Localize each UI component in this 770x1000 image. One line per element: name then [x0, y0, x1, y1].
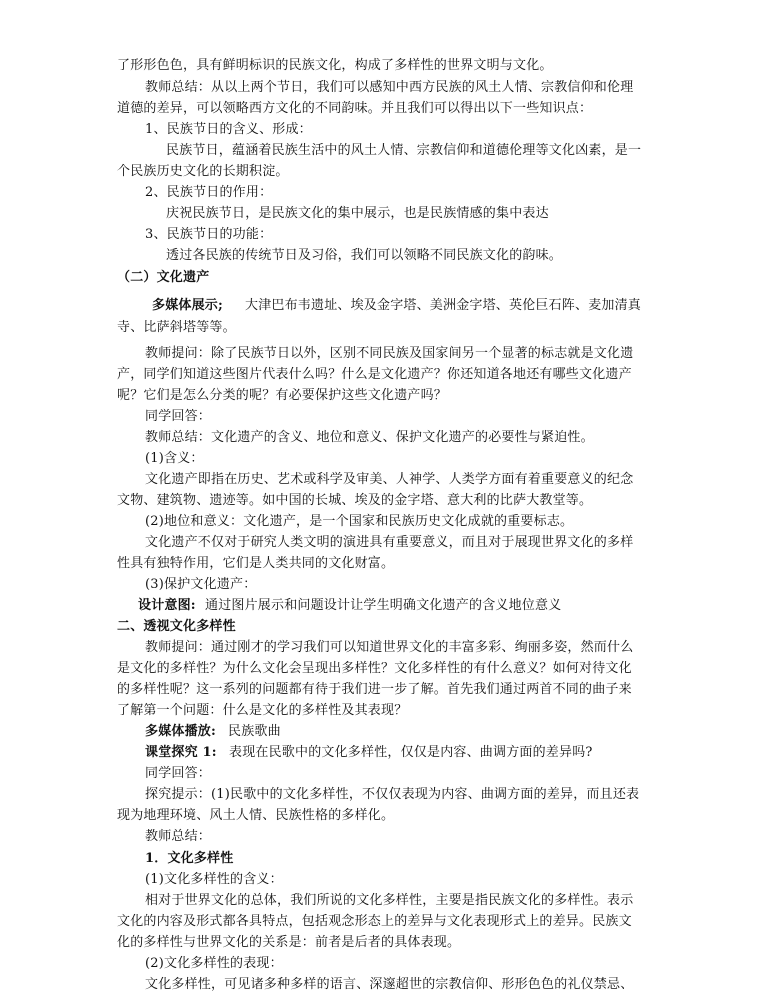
text-line: 表现在民歌中的文化多样性，仅仅是内容、曲调方面的差异吗?: [229, 745, 593, 760]
subsection-heading: 1．文化多样性: [145, 851, 234, 866]
text-line: 1、民族节日的含义、形成：: [145, 122, 312, 137]
section-heading: （二）文化遗产: [117, 270, 210, 285]
text-line: 性具有独特作用，它们是人类共同的文化财富。: [117, 556, 395, 571]
text-line: 是文化的多样性？为什么文化会呈现出多样性？文化多样性的有什么意义？如何对待文化: [117, 661, 632, 676]
label-bold: 多媒体播放:: [145, 724, 216, 739]
text-line: 文化遗产即指在历史、艺术或科学及审美、人神学、人类学方面有着重要意义的纪念: [145, 472, 634, 487]
text-line: 文化的内容及形式都各具特点，包括观念形态上的差异与文化表现形式上的差异。民族文: [117, 914, 632, 929]
text-line: 文物、建筑物、遗迹等。如中国的长城、埃及的金字塔、意大利的比萨大教堂等。: [117, 493, 593, 508]
text-line: 文化多样性，可见诸多种多样的语言、深邃超世的宗教信仰、形形色色的礼仪禁忌、: [145, 977, 634, 992]
text-line: 教师提问：除了民族节日以外，区别不同民族及国家间另一个显著的标志就是文化遗: [145, 346, 634, 361]
text-line: 同学回答：: [145, 409, 212, 424]
label-bold: 多媒体展示;: [152, 298, 223, 313]
text-line: 教师提问：通过刚才的学习我们可以知道世界文化的丰富多彩、绚丽多姿，然而什么: [145, 640, 634, 655]
section-heading: 二、透视文化多样性: [117, 619, 236, 634]
text-line: 民族歌曲: [228, 724, 281, 739]
text-line: (1)含义：: [145, 451, 204, 466]
text-line: 教师总结：: [145, 829, 212, 844]
text-line: 通过图片展示和问题设计让学生明确文化遗产的含义地位意义: [205, 598, 562, 613]
text-line: 同学回答：: [145, 766, 212, 781]
text-line: (2)地位和意义：文化遗产，是一个国家和民族历史文化成就的重要标志。: [145, 514, 574, 529]
text-line: 教师总结：从以上两个节日，我们可以感知中西方民族的风土人情、宗教信仰和伦理: [145, 80, 634, 95]
text-line: (3)保护文化遗产：: [145, 577, 257, 592]
label-bold: 设计意图:: [138, 598, 196, 613]
text-line: 产，同学们知道这些图片代表什么吗？什么是文化遗产？你还知道各地还有哪些文化遗产: [117, 367, 632, 382]
text-line: 寺、比萨斜塔等等。: [117, 320, 236, 335]
text-line: 大津巴布韦遗址、埃及金字塔、美洲金字塔、英伦巨石阵、麦加清真: [245, 298, 642, 313]
text-line: 教师总结：文化遗产的含义、地位和意义、保护文化遗产的必要性与紧迫性。: [145, 430, 594, 445]
text-line: 民族节日，蕴涵着民族生活中的风土人情、宗教信仰和道德伦理等文化凶素，是一: [166, 143, 642, 158]
text-line: 2、民族节日的作用：: [145, 185, 273, 200]
text-line: 透过各民族的传统节日及习俗，我们可以领略不同民族文化的韵味。: [166, 248, 563, 263]
text-line: 化的多样性与世界文化的关系是：前者是后者的具体表现。: [117, 935, 461, 950]
text-line: 现为地理环境、风土人情、民族性格的多样化。: [117, 808, 395, 823]
text-line: 文化遗产不仅对于研究人类文明的演进具有重要意义，而且对于展现世界文化的多样: [145, 535, 634, 550]
text-line: 了解第一个问题：什么是文化的多样性及其表现？: [117, 703, 408, 718]
text-line: 个民族历史文化的长期积淀。: [117, 164, 289, 179]
text-line: 3、民族节日的功能：: [145, 227, 273, 242]
text-line: 呢？它们是怎么分类的呢？有必要保护这些文化遗产吗？: [117, 388, 448, 403]
text-line: (1)文化多样性的含义：: [145, 872, 283, 887]
text-line: (2)文化多样性的表现：: [145, 956, 283, 971]
text-line: 的多样性呢？这一系列的问题都有待于我们进一步了解。首先我们通过两首不同的曲子来: [117, 682, 632, 697]
text-line: 庆祝民族节日，是民族文化的集中展示，也是民族情感的集中表达: [166, 206, 549, 221]
text-line: 相对于世界文化的总体，我们所说的文化多样性，主要是指民族文化的多样性。表示: [145, 893, 634, 908]
text-line: 了形形色色，具有鲜明标识的民族文化，构成了多样性的世界文明与文化。: [117, 58, 553, 73]
text-line: 道德的差异，可以领略西方文化的不同韵味。并且我们可以得出以下一些知识点：: [117, 101, 593, 116]
label-bold: 课堂探究 1:: [145, 745, 217, 760]
text-line: 探究提示：(1)民歌中的文化多样性，不仅仅表现为内容、曲调方面的差异，而且还表: [145, 787, 640, 802]
